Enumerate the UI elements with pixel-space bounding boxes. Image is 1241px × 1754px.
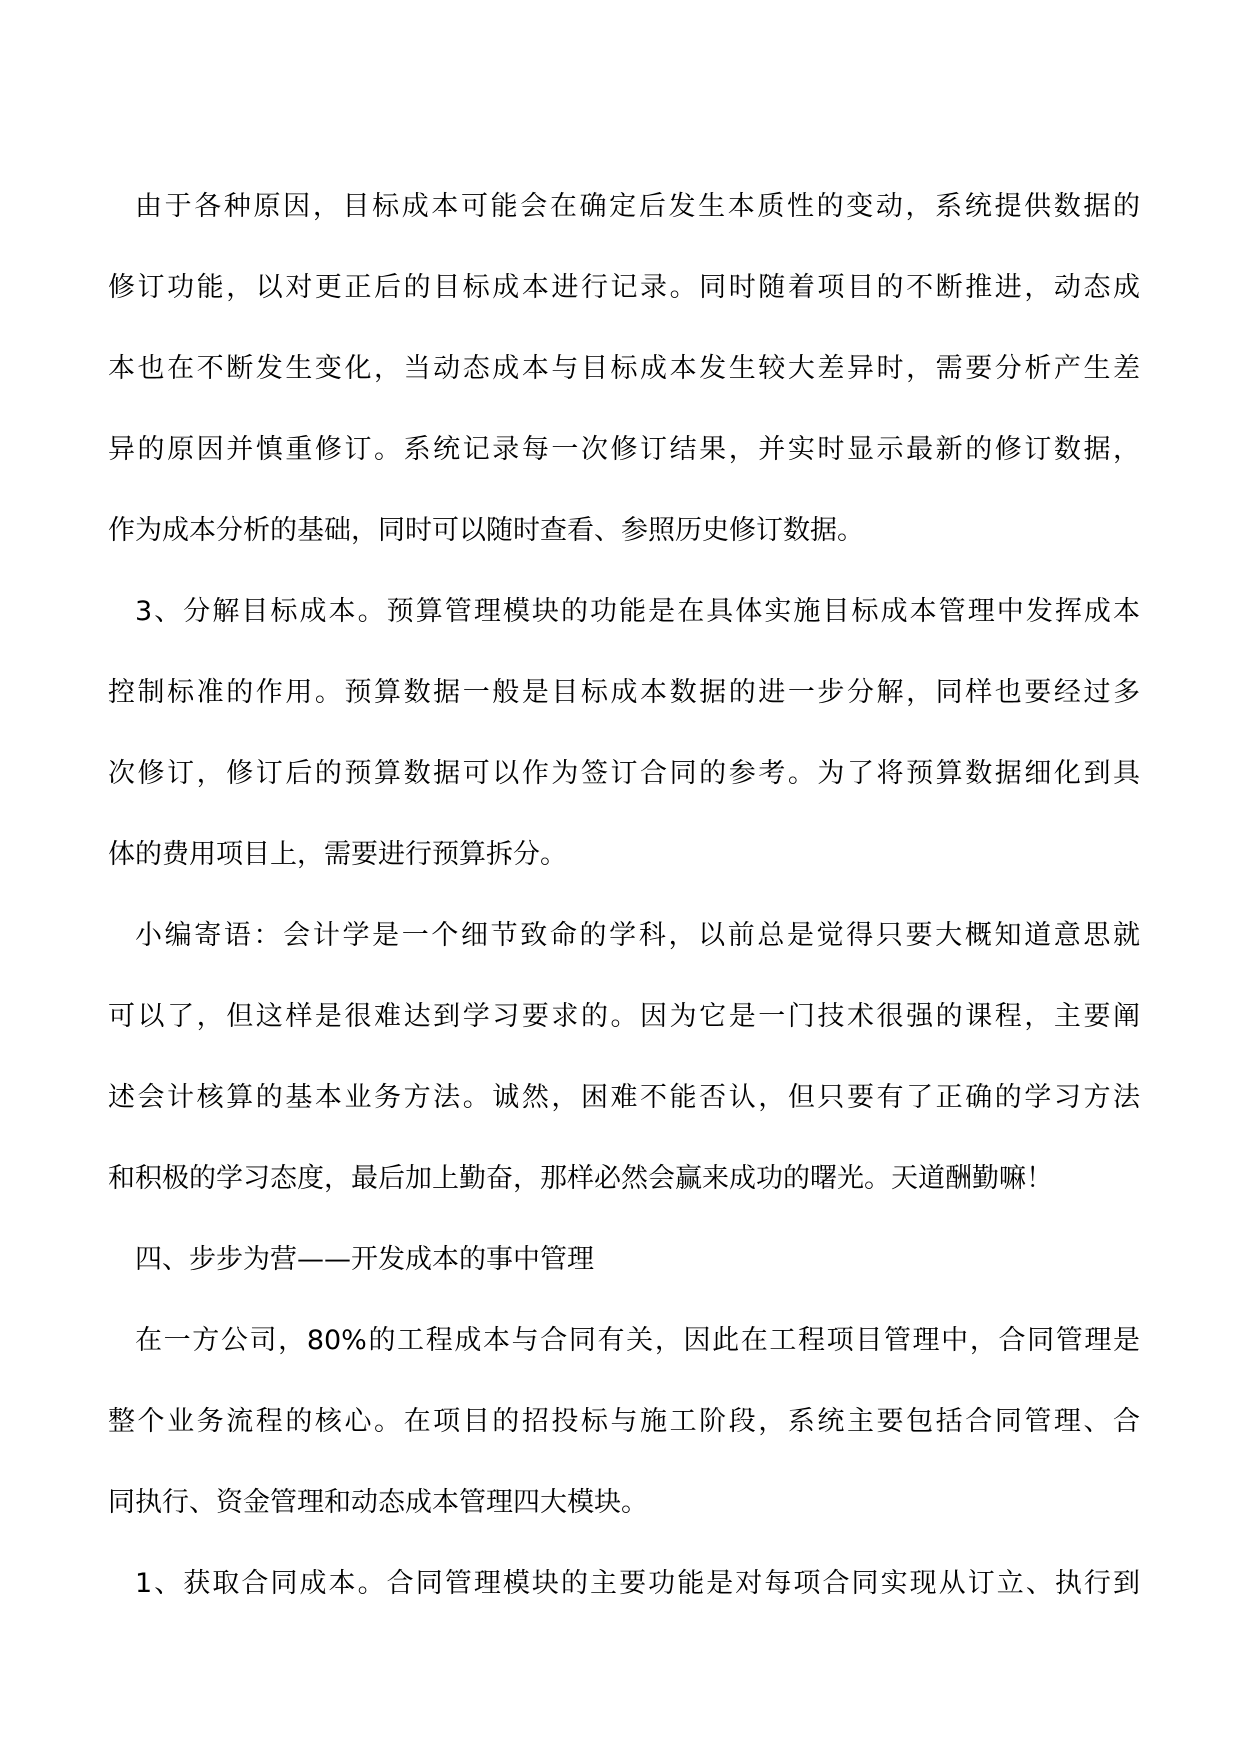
text-line: 体的费用项目上，需要进行预算拆分。: [108, 839, 567, 870]
text-line: 整个业务流程的核心。在项目的招投标与施工阶段，系统主要包括合同管理、合: [108, 1406, 1140, 1437]
section-heading: [108, 1219, 1140, 1300]
text-line: 1、获取合同成本。合同管理模块的主要功能是对每项合同实现从订立、执行到: [135, 1568, 1140, 1599]
text-line: 控制标准的作用。预算数据一般是目标成本数据的进一步分解，同样也要经过多: [108, 677, 1140, 708]
section-heading-text: 四、步步为营——开发成本的事中管理: [135, 1244, 594, 1275]
paragraph-target-cost-revision: [108, 166, 1140, 571]
text-line: 由于各种原因，目标成本可能会在确定后发生本质性的变动，系统提供数据的: [135, 191, 1140, 222]
paragraph-editor-note: [108, 895, 1140, 1219]
text-line: 本也在不断发生变化，当动态成本与目标成本发生较大差异时，需要分析产生差: [108, 353, 1140, 384]
text-line: 修订功能，以对更正后的目标成本进行记录。同时随着项目的不断推进，动态成: [108, 272, 1140, 303]
text-line: 同执行、资金管理和动态成本管理四大模块。: [108, 1487, 648, 1518]
text-line: 作为成本分析的基础，同时可以随时查看、参照历史修订数据。: [108, 515, 864, 546]
paragraph-contract-management: [108, 1300, 1140, 1543]
text-line: 和积极的学习态度，最后加上勤奋，那样必然会赢来成功的曙光。天道酬勤嘛！: [108, 1163, 1053, 1194]
paragraph-contract-cost: [108, 1543, 1140, 1624]
text-line: 小编寄语：会计学是一个细节致命的学科，以前总是觉得只要大概知道意思就: [135, 920, 1140, 951]
text-line: 3、分解目标成本。预算管理模块的功能是在具体实施目标成本管理中发挥成本: [135, 596, 1140, 627]
text-line: 述会计核算的基本业务方法。诚然，困难不能否认，但只要有了正确的学习方法: [108, 1082, 1140, 1113]
text-line: 异的原因并慎重修订。系统记录每一次修订结果，并实时显示最新的修订数据，: [108, 434, 1140, 465]
text-line: 在一方公司，80%的工程成本与合同有关，因此在工程项目管理中，合同管理是: [135, 1325, 1140, 1356]
document-body: [108, 166, 1140, 1624]
paragraph-decompose-target-cost: [108, 571, 1140, 895]
text-line: 可以了，但这样是很难达到学习要求的。因为它是一门技术很强的课程，主要阐: [108, 1001, 1140, 1032]
text-line: 次修订，修订后的预算数据可以作为签订合同的参考。为了将预算数据细化到具: [108, 758, 1140, 789]
